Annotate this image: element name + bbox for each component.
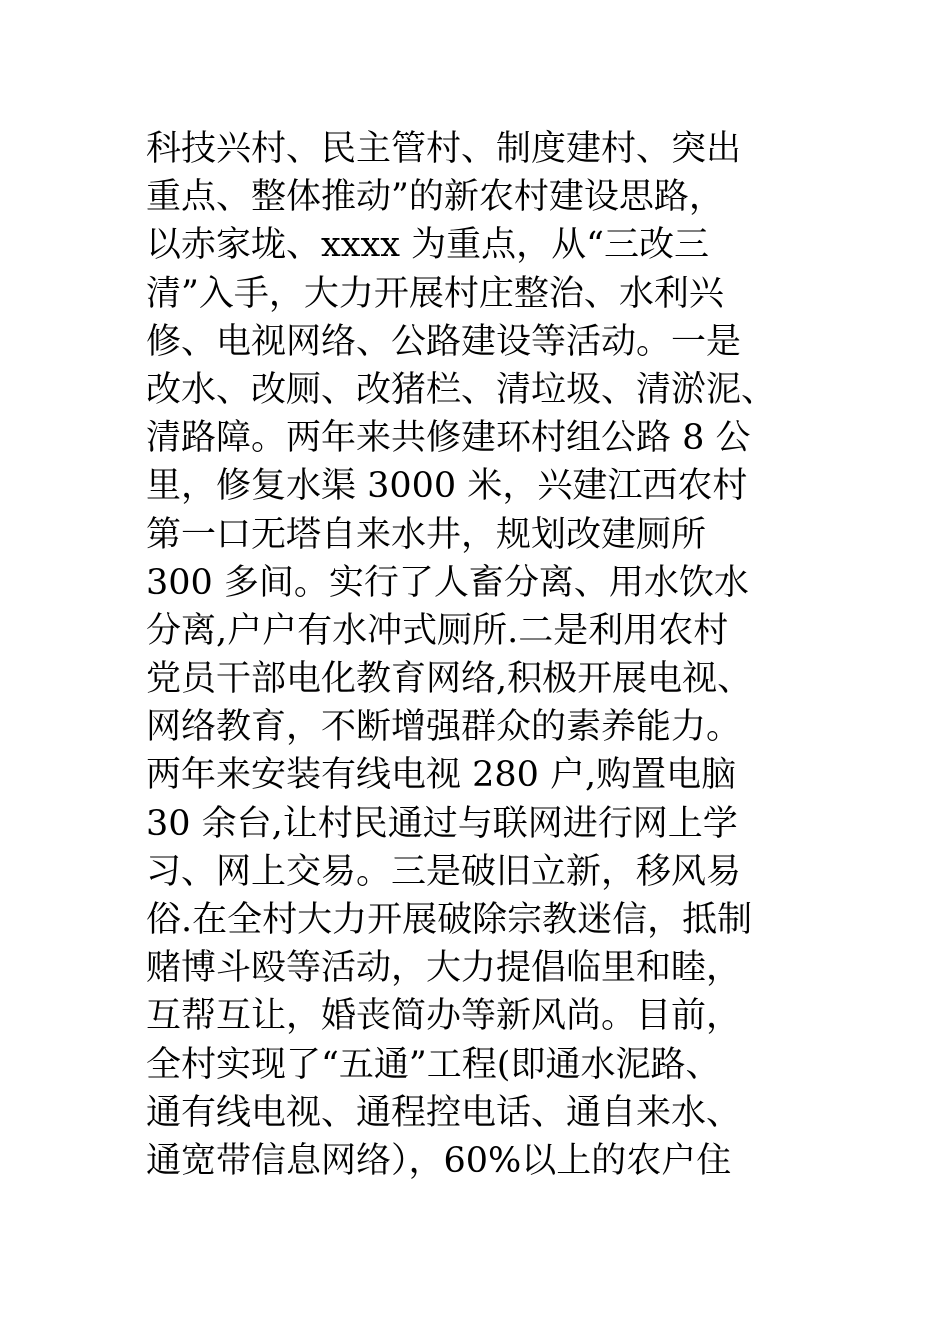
text-line: 通有线电视、通程控电话、通自来水、 (146, 1092, 742, 1133)
text-line: 赌博斗殴等活动，大力提倡临里和睦， (146, 948, 742, 989)
text-line: 以赤家垅、xxxx 为重点，从“三改三 (146, 225, 709, 266)
text-line: 里，修复水渠 3000 米，兴建江西农村 (146, 466, 748, 507)
body-paragraph (146, 125, 846, 1185)
text-line: 30 余台,让村民通过与联网进行网上学 (146, 803, 738, 844)
text-line: 习、网上交易。三是破旧立新，移风易 (146, 851, 742, 892)
text-line: 第一口无塔自来水井，规划改建厕所 (146, 514, 707, 555)
text-line: 两年来安装有线电视 280 户,购置电脑 (146, 755, 737, 796)
text-line: 科技兴村、民主管村、制度建村、突出 (146, 129, 742, 169)
text-line: 清路障。两年来共修建环村组公路 8 公 (146, 418, 751, 459)
text-line: 互帮互让，婚丧简办等新风尚。目前， (146, 996, 742, 1037)
text-line: 300 多间。实行了人畜分离、用水饮水 (146, 562, 749, 603)
text-line: 改水、改厕、改猪栏、清垃圾、清淤泥、 (146, 369, 777, 410)
text-line: 分离,户户有水冲式厕所.二是利用农村 (146, 610, 729, 651)
text-line: 重点、整体推动”的新农村建设思路， (146, 177, 724, 218)
text-line: 党员干部电化教育网络,积极开展电视、 (146, 659, 753, 700)
text-line: 网络教育，不断增强群众的素养能力。 (146, 707, 742, 748)
text-line: 全村实现了“五通”工程(即通水泥路、 (146, 1044, 721, 1085)
text-line: 俗.在全村大力开展破除宗教迷信，抵制 (146, 900, 753, 940)
text-line: 通宽带信息网络），60%以上的农户住 (146, 1140, 732, 1181)
text-line: 清”入手，大力开展村庄整治、水利兴 (146, 273, 724, 314)
text-line: 修、电视网络、公路建设等活动。一是 (146, 321, 742, 362)
